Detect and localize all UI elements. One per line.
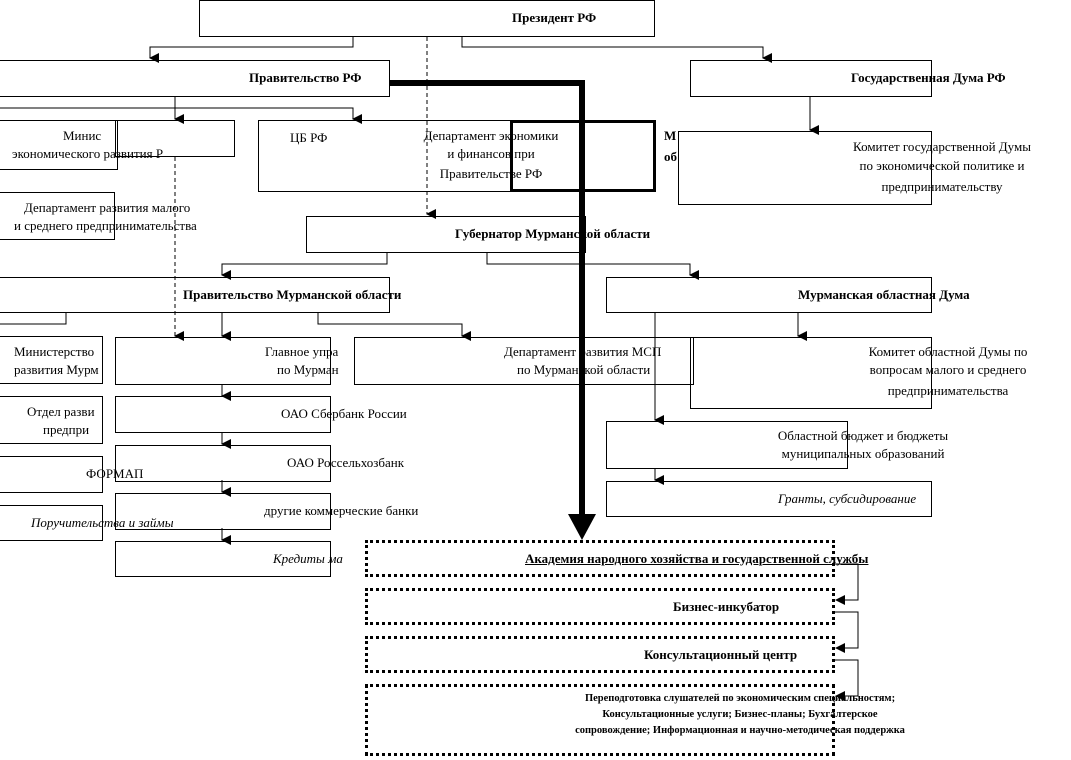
dept-dev-line2: предпри (43, 422, 90, 437)
duma-rf-label: Государственная Дума РФ (851, 70, 1006, 85)
dept-dev-line1: Отдел разви (27, 404, 95, 419)
incubator-label: Бизнес-инкубатор (673, 599, 780, 614)
dept-econ-line3: Правительстве РФ (439, 166, 543, 181)
president-label: Президент РФ (512, 10, 597, 25)
main-dept-line1: Главное упра (265, 344, 339, 359)
dept-small-biz-line1: Департамент развития малого (24, 200, 191, 215)
node-blank (115, 120, 235, 157)
dept-econ-line2: и финансов при (447, 146, 535, 161)
node-dept-econ (510, 120, 656, 192)
duma-committee-line1: Комитет государственной Думы (853, 139, 1031, 154)
reg-committee-line2: вопросам малого и среднего (869, 362, 1027, 377)
services-line2: Консультационные услуги; Бизнес-планы; Бухгалтерское (602, 709, 878, 720)
ministry-cut-line1: М (664, 128, 677, 143)
cb-rf-label: ЦБ РФ (290, 130, 328, 145)
dept-msp-line1: Департамент развития МСП (504, 344, 662, 359)
credits-label: Кредиты ма (273, 551, 343, 566)
murmansk-gov-label: Правительство Мурманской области (183, 287, 402, 302)
rosselhoz-label: ОАО Россельхозбанк (287, 455, 405, 470)
formap-label: ФОРМАП (86, 466, 144, 481)
dept-small-biz-line2: и среднего предпринимательства (14, 218, 197, 233)
duma-committee-line3: предпринимательству (881, 179, 1003, 194)
services-line1: Переподготовка слушателей по экономическим специальностям; (584, 693, 896, 704)
ministry-murm-line1: Министерство (14, 344, 95, 359)
ministry-murm-line2: развития Мурм (14, 362, 99, 377)
other-banks-label: другие коммерческие банки (264, 503, 419, 518)
murmansk-duma-label: Мурманская областная Дума (798, 287, 970, 302)
budget-line1: Областной бюджет и бюджеты (777, 428, 949, 443)
ministry-cut-line2: об (664, 149, 677, 164)
main-dept-line2: по Мурман (277, 362, 339, 377)
ministry-econ-line1: Минис (63, 128, 102, 143)
budget-line2: муниципальных образований (781, 446, 945, 461)
government-rf-label: Правительство РФ (249, 70, 362, 85)
reg-committee-line1: Комитет областной Думы по (868, 344, 1028, 359)
guarantees-label: Поручительства и займы (31, 515, 174, 530)
ministry-econ-line2: экономического развития Р (12, 146, 164, 161)
duma-committee-line2: по экономической политике и (859, 158, 1025, 173)
dept-msp-line2: по Мурманской области (517, 362, 651, 377)
governor-label: Губернатор Мурманской области (455, 226, 651, 241)
services-line3: сопровождение; Информационная и научно-методическая поддержка (575, 725, 905, 736)
grants-label: Гранты, субсидирование (778, 491, 917, 506)
academy-label: Академия народного хозяйства и государственной службы (525, 551, 869, 566)
sberbank-label: ОАО Сбербанк России (281, 406, 407, 421)
dept-econ-line1: Департамент экономики (423, 128, 559, 143)
reg-committee-line3: предпринимательства (887, 383, 1009, 398)
consult-center-label: Консультационный центр (644, 647, 798, 662)
